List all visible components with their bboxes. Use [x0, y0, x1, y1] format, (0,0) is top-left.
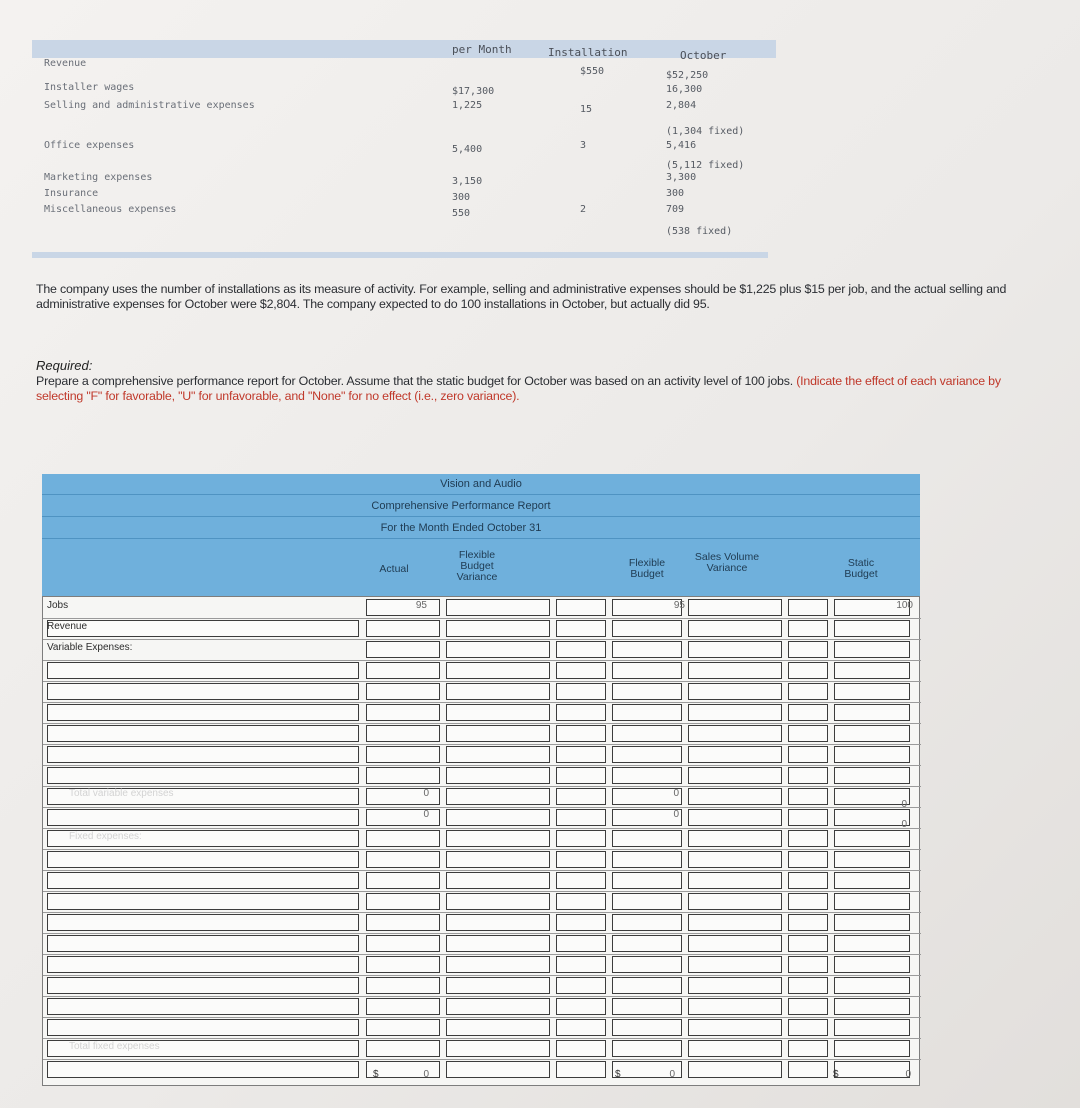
report-row-divider — [43, 660, 921, 661]
info-row-label: Revenue — [44, 58, 87, 69]
actual-input[interactable] — [366, 767, 440, 784]
required-text — [36, 374, 1046, 404]
label-input[interactable] — [47, 956, 359, 973]
svv-input[interactable] — [688, 809, 782, 826]
static-input[interactable] — [834, 914, 910, 931]
svv-effect-select[interactable] — [788, 725, 828, 742]
static-input[interactable] — [834, 977, 910, 994]
fbv-input[interactable] — [446, 599, 550, 616]
col-static-budget: Static Budget — [844, 557, 878, 580]
svv-effect-select[interactable] — [788, 704, 828, 721]
static-input[interactable] — [834, 893, 910, 910]
info-cell-october: $52,250 — [666, 70, 709, 81]
static-input[interactable] — [834, 704, 910, 721]
svv-effect-select[interactable] — [788, 1040, 828, 1057]
col-actual: Actual — [379, 563, 409, 575]
currency-static: $ — [833, 1069, 839, 1080]
actual-input[interactable] — [366, 746, 440, 763]
flexible-input[interactable] — [612, 914, 682, 931]
actual-input[interactable] — [366, 1040, 440, 1057]
fbv-effect-select[interactable] — [556, 788, 606, 805]
svv-effect-select[interactable] — [788, 746, 828, 763]
fbv-effect-select[interactable] — [556, 662, 606, 679]
svv-effect-select[interactable] — [788, 641, 828, 658]
label-input[interactable] — [47, 977, 359, 994]
label-input[interactable] — [47, 998, 359, 1015]
report-row-divider — [43, 954, 921, 955]
actual-input[interactable] — [366, 851, 440, 868]
svv-input[interactable] — [688, 956, 782, 973]
report-row-divider — [43, 870, 921, 871]
row-label-variable-expenses: Variable Expenses: — [47, 642, 133, 653]
flexible-input[interactable] — [612, 977, 682, 994]
info-cell-october: 2,804 — [666, 100, 697, 111]
fbv-input[interactable] — [446, 641, 550, 658]
fbv-input[interactable] — [446, 704, 550, 721]
static-input[interactable] — [834, 620, 910, 637]
total-variable-actual: 0 — [423, 788, 429, 799]
fbv-input[interactable] — [446, 620, 550, 637]
report-row-divider — [43, 912, 921, 913]
report-row-divider — [43, 1038, 921, 1039]
report-body — [42, 596, 920, 1086]
fbv-input[interactable] — [446, 683, 550, 700]
svv-effect-select[interactable] — [788, 935, 828, 952]
svv-input[interactable] — [688, 872, 782, 889]
flexible-input[interactable] — [612, 767, 682, 784]
svv-effect-select[interactable] — [788, 1019, 828, 1036]
actual-input[interactable] — [366, 725, 440, 742]
label-input[interactable] — [47, 893, 359, 910]
fbv-effect-select[interactable] — [556, 1040, 606, 1057]
static-input[interactable] — [834, 935, 910, 952]
svv-input[interactable] — [688, 767, 782, 784]
fbv-effect-select[interactable] — [556, 809, 606, 826]
row-label-revenue: Revenue — [47, 621, 88, 632]
svv-effect-select[interactable] — [788, 788, 828, 805]
info-cell-per-month: 300 — [452, 192, 471, 203]
svv-effect-select[interactable] — [788, 893, 828, 910]
required-instruction: (Indicate the effect of each variance by selecting "F" for favorable, "U" for unfavorable, and "None" for no effect (i.e., zero variance). — [36, 374, 1001, 403]
svv-input[interactable] — [688, 1061, 782, 1078]
jobs-static-budget: 100 — [896, 600, 913, 611]
fbv-effect-select[interactable] — [556, 599, 606, 616]
static-input[interactable] — [834, 830, 910, 847]
fbv-input[interactable] — [446, 935, 550, 952]
svv-effect-select[interactable] — [788, 767, 828, 784]
total-variable-static: 0 — [901, 799, 907, 810]
row2-static: 0 — [901, 819, 907, 830]
report-row-divider — [43, 849, 921, 850]
flexible-input[interactable] — [612, 998, 682, 1015]
info-cell-per-month: 5,400 — [452, 144, 483, 155]
actual-input[interactable] — [366, 956, 440, 973]
row-label-total-variable-expenses: Total variable expenses — [69, 788, 174, 799]
info-cell-october: (1,304 fixed) — [666, 126, 745, 137]
fbv-effect-select[interactable] — [556, 956, 606, 973]
fbv-effect-select[interactable] — [556, 830, 606, 847]
label-input[interactable] — [47, 683, 359, 700]
static-input[interactable] — [834, 872, 910, 889]
report-row-divider — [43, 618, 921, 619]
report-header-divider — [42, 538, 920, 539]
svv-effect-select[interactable] — [788, 851, 828, 868]
flexible-input[interactable] — [612, 956, 682, 973]
fbv-input[interactable] — [446, 956, 550, 973]
info-cell-per-month: 3,150 — [452, 176, 483, 187]
svv-input[interactable] — [688, 1040, 782, 1057]
row-label-total-fixed-expenses: Total fixed expenses — [69, 1041, 160, 1052]
col-flexible-budget: Flexible Budget — [628, 557, 666, 580]
report-company: Vision and Audio — [440, 478, 522, 490]
flexible-input[interactable] — [612, 851, 682, 868]
report-row-divider — [43, 639, 921, 640]
info-col-october: October — [680, 49, 727, 62]
fbv-effect-select[interactable] — [556, 914, 606, 931]
report-row-divider — [43, 723, 921, 724]
static-input[interactable] — [834, 1040, 910, 1057]
svv-effect-select[interactable] — [788, 662, 828, 679]
fbv-effect-select[interactable] — [556, 977, 606, 994]
info-row-label: Miscellaneous expenses — [44, 204, 177, 215]
svv-effect-select[interactable] — [788, 809, 828, 826]
flexible-input[interactable] — [612, 662, 682, 679]
flexible-input[interactable] — [612, 725, 682, 742]
flexible-input[interactable] — [612, 1040, 682, 1057]
label-input[interactable] — [47, 851, 359, 868]
svv-effect-select[interactable] — [788, 914, 828, 931]
report-row-divider — [43, 807, 921, 808]
fbv-input[interactable] — [446, 830, 550, 847]
fbv-effect-select[interactable] — [556, 683, 606, 700]
svv-input[interactable] — [688, 998, 782, 1015]
flexible-input[interactable] — [612, 935, 682, 952]
static-input[interactable] — [834, 662, 910, 679]
info-cell-installation: 15 — [580, 104, 593, 115]
svv-effect-select[interactable] — [788, 1061, 828, 1078]
info-row-label: Office expenses — [44, 140, 135, 151]
actual-input[interactable] — [366, 641, 440, 658]
svv-effect-select[interactable] — [788, 683, 828, 700]
static-input[interactable] — [834, 956, 910, 973]
fbv-input[interactable] — [446, 872, 550, 889]
svv-effect-select[interactable] — [788, 830, 828, 847]
svv-input[interactable] — [688, 1019, 782, 1036]
fbv-input[interactable] — [446, 977, 550, 994]
fbv-input[interactable] — [446, 809, 550, 826]
info-cell-october: 3,300 — [666, 172, 697, 183]
static-input[interactable] — [834, 1019, 910, 1036]
info-cell-per-month: 550 — [452, 208, 471, 219]
report-row-divider — [43, 975, 921, 976]
label-input[interactable] — [47, 662, 359, 679]
actual-input[interactable] — [366, 683, 440, 700]
fbv-input[interactable] — [446, 914, 550, 931]
info-cell-october: (5,112 fixed) — [666, 160, 745, 171]
currency-actual: $ — [373, 1069, 379, 1080]
svv-input[interactable] — [688, 830, 782, 847]
fbv-effect-select[interactable] — [556, 725, 606, 742]
fbv-effect-select[interactable] — [556, 767, 606, 784]
last-flexible: 0 — [669, 1069, 675, 1080]
svv-input[interactable] — [688, 746, 782, 763]
label-input[interactable] — [47, 914, 359, 931]
label-input[interactable] — [47, 1019, 359, 1036]
svv-effect-select[interactable] — [788, 620, 828, 637]
required-body: Prepare a comprehensive performance report for October. Assume that the static budget for October was based on an activity level of 100 jobs. — [36, 374, 793, 388]
report-header-divider — [42, 516, 920, 517]
actual-input[interactable] — [366, 620, 440, 637]
fbv-effect-select[interactable] — [556, 893, 606, 910]
report-header-divider — [42, 494, 920, 495]
fbv-effect-select[interactable] — [556, 935, 606, 952]
report-row-divider — [43, 933, 921, 934]
row-label-fixed-expenses: Fixed expenses: — [69, 831, 142, 842]
fbv-effect-select[interactable] — [556, 641, 606, 658]
flexible-input[interactable] — [612, 620, 682, 637]
fbv-input[interactable] — [446, 893, 550, 910]
jobs-flexible-budget: 95 — [673, 600, 685, 611]
info-table-footer-band — [32, 252, 768, 258]
svv-effect-select[interactable] — [788, 599, 828, 616]
fbv-effect-select[interactable] — [556, 746, 606, 763]
last-actual: 0 — [423, 1069, 429, 1080]
info-cell-october: 5,416 — [666, 140, 697, 151]
problem-paragraph: The company uses the number of installations as its measure of activity. For example, selling and administrative expenses should be $1,225 plus $15 per job, and the actual selling and administrative expenses for October were $2,804. The company expected to do 100 installations in October, but actually did 95. — [36, 282, 1007, 311]
label-input[interactable] — [47, 767, 359, 784]
report-row-divider — [43, 1017, 921, 1018]
flexible-input[interactable] — [612, 830, 682, 847]
report-row-divider — [43, 765, 921, 766]
actual-input[interactable] — [366, 977, 440, 994]
fbv-input[interactable] — [446, 725, 550, 742]
report-row-divider — [43, 744, 921, 745]
label-input[interactable] — [47, 935, 359, 952]
label-input[interactable] — [47, 1061, 359, 1078]
info-col-installation: Installation — [548, 46, 628, 59]
svv-input[interactable] — [688, 893, 782, 910]
fbv-effect-select[interactable] — [556, 998, 606, 1015]
static-input[interactable] — [834, 746, 910, 763]
info-row-label: Marketing expenses — [44, 172, 153, 183]
info-table-header-band — [32, 40, 776, 58]
label-input[interactable] — [47, 704, 359, 721]
label-input[interactable] — [47, 620, 359, 637]
svv-effect-select[interactable] — [788, 872, 828, 889]
static-input[interactable] — [834, 851, 910, 868]
info-cell-per-month: 1,225 — [452, 100, 483, 111]
actual-input[interactable] — [366, 1019, 440, 1036]
required-heading: Required: — [36, 358, 93, 373]
row2-actual: 0 — [423, 809, 429, 820]
svv-effect-select[interactable] — [788, 977, 828, 994]
svv-input[interactable] — [688, 851, 782, 868]
actual-input[interactable] — [366, 662, 440, 679]
static-input[interactable] — [834, 641, 910, 658]
svv-input[interactable] — [688, 977, 782, 994]
svv-effect-select[interactable] — [788, 998, 828, 1015]
svv-input[interactable] — [688, 662, 782, 679]
svv-input[interactable] — [688, 935, 782, 952]
svv-input[interactable] — [688, 599, 782, 616]
svv-input[interactable] — [688, 788, 782, 805]
col-sales-volume-variance: Sales Volume Variance — [694, 551, 760, 574]
report-row-divider — [43, 702, 921, 703]
label-input[interactable] — [47, 746, 359, 763]
fbv-input[interactable] — [446, 1019, 550, 1036]
flexible-input[interactable] — [612, 641, 682, 658]
static-input[interactable] — [834, 998, 910, 1015]
actual-input[interactable] — [366, 998, 440, 1015]
report-row-divider — [43, 1059, 921, 1060]
total-variable-flexible: 0 — [673, 788, 679, 799]
fbv-input[interactable] — [446, 851, 550, 868]
fbv-effect-select[interactable] — [556, 704, 606, 721]
svv-input[interactable] — [688, 641, 782, 658]
fbv-effect-select[interactable] — [556, 620, 606, 637]
flexible-input[interactable] — [612, 704, 682, 721]
actual-input[interactable] — [366, 830, 440, 847]
label-input[interactable] — [47, 809, 359, 826]
flexible-input[interactable] — [612, 1019, 682, 1036]
col-flexible-budget-variance: Flexible Budget Variance — [456, 549, 498, 583]
fbv-input[interactable] — [446, 788, 550, 805]
static-input[interactable] — [834, 767, 910, 784]
info-cell-installation: 3 — [580, 140, 587, 151]
fbv-input[interactable] — [446, 1040, 550, 1057]
info-col-per-month: per Month — [452, 43, 512, 56]
info-cell-installation: $550 — [580, 66, 605, 77]
actual-input[interactable] — [366, 914, 440, 931]
actual-input[interactable] — [366, 893, 440, 910]
actual-input[interactable] — [366, 935, 440, 952]
info-row-label: Selling and administrative expenses — [44, 100, 255, 111]
flexible-input[interactable] — [612, 746, 682, 763]
performance-report — [42, 474, 920, 1086]
fbv-input[interactable] — [446, 998, 550, 1015]
svv-input[interactable] — [688, 704, 782, 721]
static-input[interactable] — [834, 725, 910, 742]
fbv-input[interactable] — [446, 1061, 550, 1078]
report-row-divider — [43, 828, 921, 829]
info-cell-october: (538 fixed) — [666, 226, 733, 237]
info-row-label: Installer wages — [44, 82, 135, 93]
last-static: 0 — [905, 1069, 911, 1080]
fbv-input[interactable] — [446, 662, 550, 679]
static-input[interactable] — [834, 683, 910, 700]
report-row-divider — [43, 786, 921, 787]
flexible-input[interactable] — [612, 872, 682, 889]
svv-input[interactable] — [688, 620, 782, 637]
info-cell-october: 300 — [666, 188, 685, 199]
label-input[interactable] — [47, 725, 359, 742]
svv-input[interactable] — [688, 914, 782, 931]
label-input[interactable] — [47, 872, 359, 889]
svv-input[interactable] — [688, 725, 782, 742]
row2-flexible: 0 — [673, 809, 679, 820]
jobs-actual: 95 — [415, 600, 427, 611]
fbv-effect-select[interactable] — [556, 851, 606, 868]
fbv-input[interactable] — [446, 746, 550, 763]
fbv-effect-select[interactable] — [556, 1019, 606, 1036]
fbv-effect-select[interactable] — [556, 1061, 606, 1078]
report-row-divider — [43, 996, 921, 997]
info-cell-installation: 2 — [580, 204, 587, 215]
info-cell-october: 16,300 — [666, 84, 703, 95]
row-label-jobs: Jobs — [47, 600, 69, 611]
report-row-divider — [43, 891, 921, 892]
report-period: For the Month Ended October 31 — [380, 522, 542, 534]
flexible-input[interactable] — [612, 893, 682, 910]
fbv-input[interactable] — [446, 767, 550, 784]
info-row-label: Insurance — [44, 188, 99, 199]
info-cell-october: 709 — [666, 204, 685, 215]
svv-effect-select[interactable] — [788, 956, 828, 973]
currency-flexible: $ — [615, 1069, 621, 1080]
svv-input[interactable] — [688, 683, 782, 700]
report-title: Comprehensive Performance Report — [371, 500, 551, 512]
flexible-input[interactable] — [612, 683, 682, 700]
fbv-effect-select[interactable] — [556, 872, 606, 889]
info-cell-per-month: $17,300 — [452, 86, 495, 97]
actual-input[interactable] — [366, 704, 440, 721]
actual-input[interactable] — [366, 872, 440, 889]
report-row-divider — [43, 681, 921, 682]
